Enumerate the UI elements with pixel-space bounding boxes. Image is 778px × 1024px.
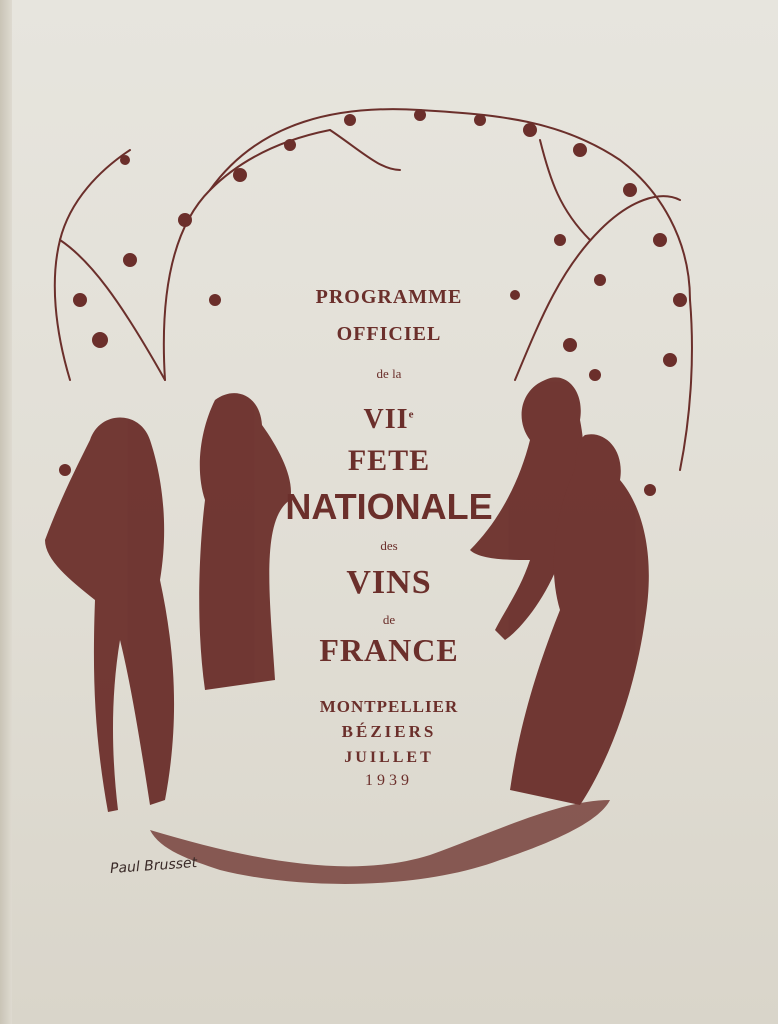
vine-top	[210, 109, 690, 300]
title-france: FRANCE	[319, 632, 459, 668]
vine-right-trunk	[515, 196, 680, 380]
title-de: de	[382, 612, 396, 627]
city-beziers: BÉZIERS	[341, 722, 437, 741]
title-programme: PROGRAMME	[315, 286, 463, 308]
artist-signature: Paul Brusset	[109, 854, 198, 878]
figure-left-woman	[199, 393, 291, 690]
title-fete: FETE	[347, 444, 431, 477]
vine-left-branch	[164, 130, 330, 380]
ground-shadow	[150, 800, 610, 884]
title-vins: VINS	[346, 564, 432, 601]
edition-superscript: e	[408, 408, 415, 421]
title-edition	[364, 404, 415, 436]
title-de-la: de la	[376, 366, 402, 381]
title-officiel: OFFICIEL	[336, 323, 442, 345]
vine-right-down	[680, 300, 692, 470]
figure-left-man	[45, 418, 174, 813]
month: JUILLET	[344, 749, 434, 766]
title-nationale: NATIONALE	[285, 486, 493, 527]
city-montpellier: MONTPELLIER	[319, 697, 459, 716]
edition-numeral: VII	[363, 404, 409, 435]
year: 1939	[365, 772, 413, 789]
title-des: des	[380, 538, 398, 553]
vine-left-trunk	[55, 240, 165, 380]
